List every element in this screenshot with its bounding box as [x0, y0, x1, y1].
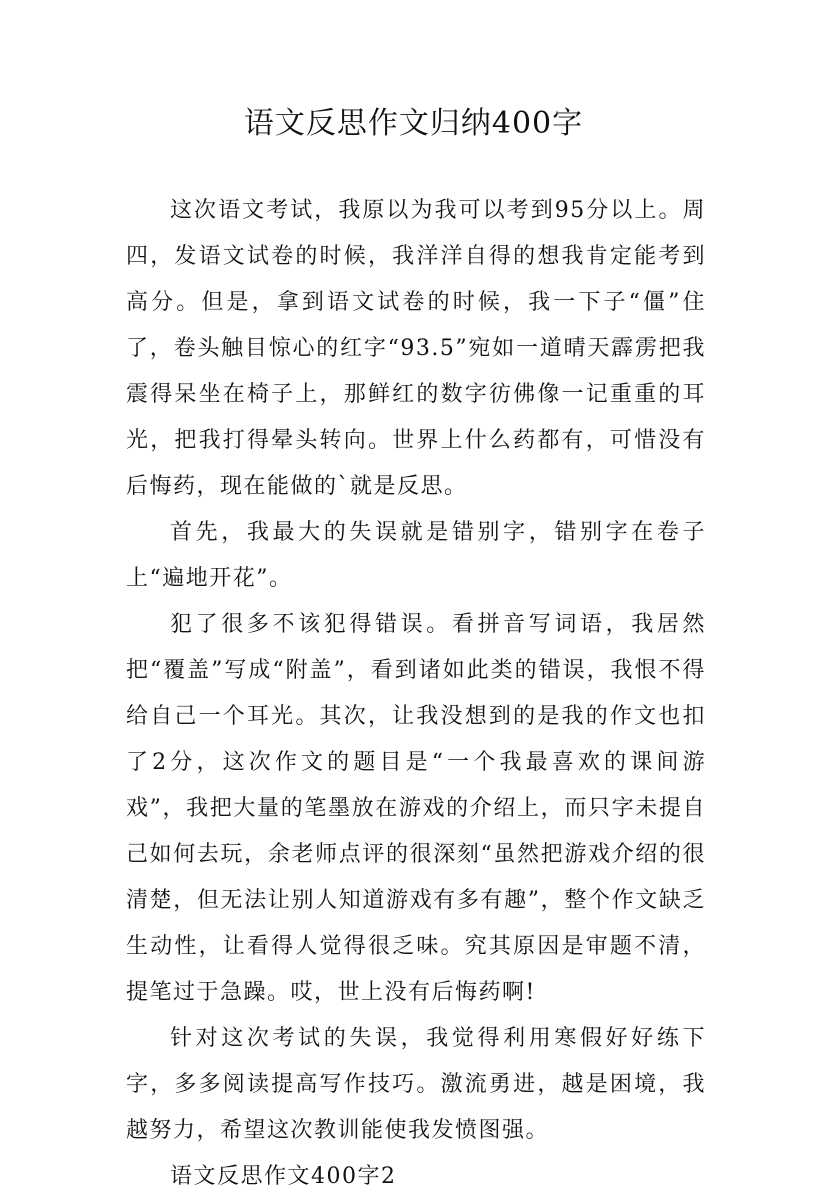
document-body — [126, 188, 706, 1200]
document-title: 语文反思作文归纳400字 — [243, 106, 584, 141]
paragraph-2: 首先，我最大的失误就是错别字，错别字在卷子上“遍地开花”。 — [126, 520, 706, 591]
paragraph-4: 针对这次考试的失误，我觉得利用寒假好好练下字，多多阅读提高写作技巧。激流勇进，越是困境，我越努力，希望这次教训能使我发愤图强。 — [126, 1026, 706, 1143]
paragraph-3: 犯了很多不该犯得错误。看拼音写词语，我居然把“覆盖”写成“附盖”，看到诸如此类的错误，我恨不得给自己一个耳光。其次，让我没想到的是我的作文也扣了2分，这次作文的题目是“一个我最喜欢的课间游戏”，我把大量的笔墨放在游戏的介绍上，而只字未提自己如何去玩，余老师点评的很深刻“虽然把游戏介绍的很清楚，但无法让别人知道游戏有多有趣”，整个作文缺乏生动性，让看得人觉得很乏味。究其原因是审题不清，提笔过于急躁。哎，世上没有后悔药啊! — [126, 612, 706, 1005]
paragraph-1: 这次语文考试，我原以为我可以考到95分以上。周四，发语文试卷的时候，我洋洋自得的想我肯定能考到高分。但是，拿到语文试卷的时候，我一下子“僵”住了，卷头触目惊心的红字“93.5”宛如一道晴天霹雳把我震得呆坐在椅子上，那鲜红的数字彷佛像一记重重的耳光，把我打得晕头转向。世界上什么药都有，可惜没有后悔药，现在能做的`就是反思。 — [126, 198, 706, 499]
section-heading-2: 语文反思作文400字2 — [170, 1164, 397, 1189]
